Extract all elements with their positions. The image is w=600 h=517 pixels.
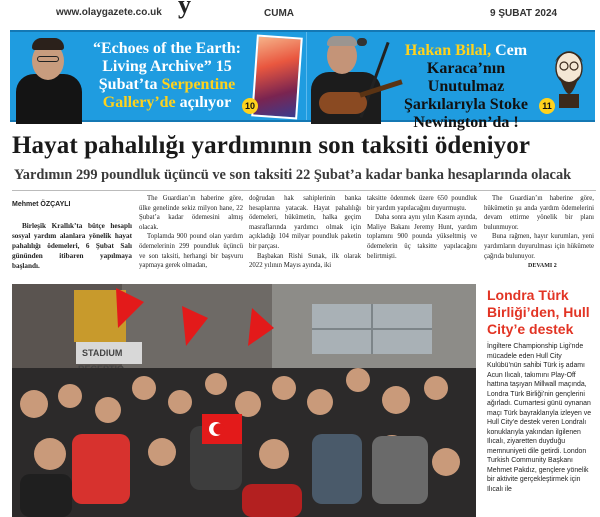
article-column-4	[367, 194, 477, 261]
promo-page-number: 10	[242, 98, 258, 114]
group-photo	[12, 284, 476, 517]
article-column-2	[139, 194, 243, 271]
singer-photo	[307, 32, 399, 124]
article-column-5	[484, 194, 594, 272]
paragraph: doğrudan hak sahiplerinin banka hesaplarına yatacak. Hayat pahalılığı ödemeleri, hükümetin, halka geçim masraflarında yardımcı olmak için açıkladığı 104 milyar poundluk paketin bir parçası.	[249, 195, 361, 250]
issue-date: 9 ŞUBAT 2024	[490, 8, 558, 19]
paragraph: Başbakan Rishi Sunak, ilk olarak 2022 yılının Mayıs ayında, iki	[249, 252, 361, 270]
sidebar-body: İngiltere Championship Ligi’nde mücadele eden Hull City Kulübü’nün sahibi Türk iş adamı Acun Ilıcalı, takımını Play-Off hattına taşıyan Millwall maçında, Londra Türk Birliği’nin gençlerini ağırladı. Cumartesi günü oynanan maçı Türk bayraklarıyla izleyen ve Hull City’e destek veren Londralı konuklarıyla yakından ilgilenen Ilıcalı, ziyaretten duyduğu memnuniyeti dile getirdi. London Turkish Community Başkanı Mehmet Pakdız, gençlere yönelik bir aktivite gerçekleştirmek için Ilıcalı ile	[487, 343, 592, 493]
article-column-3	[249, 194, 361, 271]
top-bar	[0, 0, 600, 22]
paragraph: Toplamda 900 pound olan yardım ödemelerinin 299 poundluk üçüncü ve son taksiti, herhangi bir başvuru yapmaya gerek olmadan,	[139, 233, 243, 270]
paragraph: taksitte ödenmek üzere 650 poundluk bir yardım yapılacağını duyurmuştu.	[367, 195, 477, 212]
promo-page-number: 11	[539, 98, 555, 114]
promo-concert-title: Hakan Bilal, Cem Karaca’nın Unutulmaz Şarkılarıyla Stoke Newington’da !	[403, 42, 528, 131]
lead-paragraph: Birleşik Krallık’ta bütçe hesaplı sosyal yardım alanlara yönelik hayat pahalılığı ödemeleri, 6 Şubat Salı gününden itibaren yapılmaya başlandı.	[12, 222, 132, 270]
website-url[interactable]: www.olaygazete.co.uk	[56, 7, 162, 18]
promo-exhibition[interactable]	[10, 32, 306, 120]
artwork-thumbnail	[251, 34, 303, 119]
masthead-fragment: y	[178, 0, 191, 19]
promo-banner	[10, 30, 595, 131]
continued-link[interactable]: DEVAMI 2	[528, 263, 557, 270]
caricature-sketch	[549, 46, 589, 108]
byline: Mehmet ÖZÇAYLI	[12, 201, 71, 208]
paragraph: The Guardian’ın haberine göre, ülke genelinde sekiz milyon hane, 22 Şubat’a kadar ödemesini almış olacak.	[139, 195, 243, 231]
sub-headline: Yardımın 299 poundluk üçüncü ve son taksiti 22 Şubat’a kadar banka hesaplarında olacak	[14, 167, 572, 183]
stadium-sign-1: STADIUM	[82, 348, 123, 358]
paragraph: Daha sonra aynı yılın Kasım ayında, Maliye Bakanı Jeremy Hunt, yardım toplamını 900 pounda yükseltmiş ve ödemelerin üç taksitte yapılacağını belirtmişti.	[367, 214, 477, 260]
issue-day: CUMA	[264, 8, 294, 19]
sidebar-headline[interactable]: Londra Türk Birliği’den, Hull City’e destek	[487, 287, 590, 337]
article-lead	[12, 221, 132, 271]
paragraph: Buna rağmen, hayır kurumları, yeni yardımların duyurulması için hükümete çağrıda bulunuyor.	[484, 233, 594, 260]
promo-person-photo	[10, 32, 86, 124]
main-headline[interactable]: Hayat pahalılığı yardımının son taksiti ödeniyor	[12, 132, 531, 159]
divider	[12, 190, 596, 191]
crowd-illustration	[12, 284, 476, 517]
paragraph: The Guardian’ın haberine göre, hükümetin şu anda yardım ödemelerini devam ettirme yönelik bir planı bulunmuyor.	[484, 195, 594, 231]
promo-concert[interactable]	[306, 32, 595, 131]
promo-exhibition-title: “Echoes of the Earth: Living Archive” 15 Şubat’ta Serpentine Gallery’de açılıyor	[93, 40, 241, 111]
